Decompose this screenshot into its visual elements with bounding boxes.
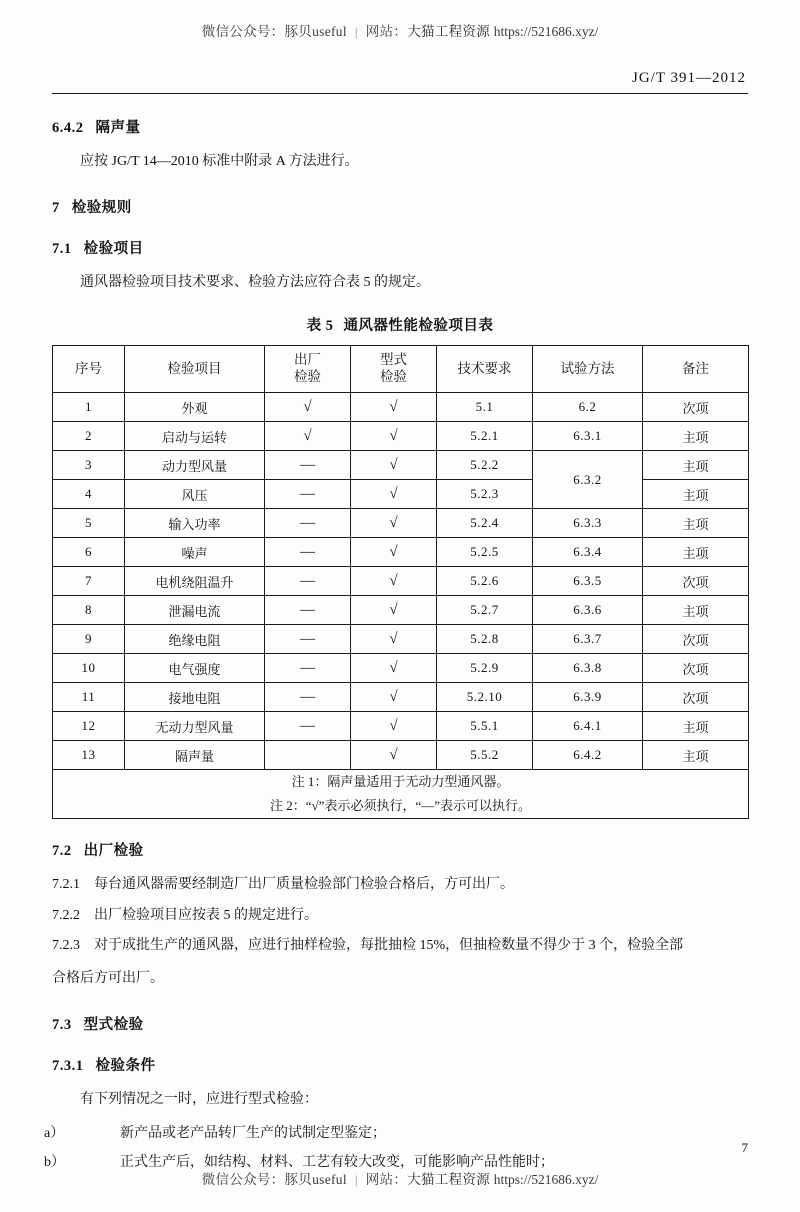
cell-requirement: 5.2.2: [437, 451, 533, 480]
watermark-separator: |: [354, 1172, 358, 1187]
cell-seq: 6: [53, 538, 125, 567]
paragraph-text: 对于成批生产的通风器，应进行抽样检验，每批抽检 15%，但抽检数量不得少于 3 个，检验全部: [94, 938, 684, 954]
cell-remark: 主项: [643, 596, 749, 625]
section-heading-6-4-2: [52, 116, 748, 137]
table-row: [53, 538, 749, 567]
cell-type: √: [351, 538, 437, 567]
cell-factory: —: [265, 567, 351, 596]
watermark-url: https://521686.xyz/: [493, 24, 599, 39]
watermark-url: https://521686.xyz/: [493, 1172, 599, 1187]
cell-remark: 次项: [643, 393, 749, 422]
cell-type: √: [351, 596, 437, 625]
section-heading-7-3-1: [52, 1054, 748, 1075]
cell-factory: √: [265, 393, 351, 422]
col-header-factory-line1: 出厂: [294, 352, 321, 368]
watermark-site-name: 大猫工程资源: [407, 1172, 491, 1187]
cell-type: √: [351, 480, 437, 509]
table-row: [53, 683, 749, 712]
cell-remark: 次项: [643, 567, 749, 596]
header-rule: [52, 93, 748, 94]
col-header-remark: 备注: [643, 346, 749, 393]
watermark-top: [0, 20, 800, 40]
paragraph-text: 每台通风器需要经制造厂出厂质量检验部门检验合格后，方可出厂。: [94, 877, 514, 893]
section-heading-7-3: [52, 1013, 748, 1034]
table-5: [52, 345, 749, 819]
cell-method: 6.3.7: [533, 625, 643, 654]
section-title: 检验规则: [71, 199, 132, 216]
cell-requirement: 5.5.2: [437, 741, 533, 770]
col-header-seq: 序号: [53, 346, 125, 393]
paragraph-number: 7.2.3: [52, 938, 80, 954]
cell-item: 泄漏电流: [125, 596, 265, 625]
section-number: 7.1: [52, 240, 72, 257]
paragraph-7-2-2: [52, 903, 748, 930]
table-row: [53, 625, 749, 654]
paragraph-7-3-1: 有下列情况之一时，应进行型式检验：: [80, 1091, 318, 1107]
cell-remark: 主项: [643, 741, 749, 770]
cell-requirement: 5.2.9: [437, 654, 533, 683]
page-content: [44, 70, 748, 1178]
col-header-method: 试验方法: [533, 346, 643, 393]
cell-requirement: 5.2.8: [437, 625, 533, 654]
paragraph-text: 出厂检验项目应按表 5 的规定进行。: [94, 907, 318, 923]
table-row: [53, 393, 749, 422]
cell-type: √: [351, 451, 437, 480]
watermark-wechat-name: 豚贝useful: [284, 1172, 347, 1187]
list-item-text: 新产品或老产品转厂生产的试制定型鉴定；: [120, 1126, 386, 1142]
watermark-site-name: 大猫工程资源: [407, 24, 491, 39]
cell-seq: 7: [53, 567, 125, 596]
cell-requirement: 5.2.3: [437, 480, 533, 509]
section-title: 型式检验: [83, 1016, 144, 1033]
section-heading-7-1: [52, 237, 748, 258]
table-body: [53, 393, 749, 819]
cell-seq: 3: [53, 451, 125, 480]
table-header: [53, 346, 749, 393]
cell-item: 接地电阻: [125, 683, 265, 712]
cell-remark: 主项: [643, 451, 749, 480]
table-row: [53, 509, 749, 538]
table-row: [53, 654, 749, 683]
watermark-wechat-name: 豚贝useful: [284, 24, 347, 39]
cell-type: √: [351, 509, 437, 538]
cell-item: 无动力型风量: [125, 712, 265, 741]
section-title: 检验项目: [83, 240, 144, 257]
watermark-wechat-label: 微信公众号：: [201, 24, 285, 39]
cell-type: √: [351, 654, 437, 683]
table-row: [53, 480, 749, 509]
paragraph-7-1: 通风器检验项目技术要求、检验方法应符合表 5 的规定。: [80, 274, 430, 290]
section-number: 7.3.1: [52, 1057, 84, 1074]
cell-requirement: 5.5.1: [437, 712, 533, 741]
cell-method: 6.3.4: [533, 538, 643, 567]
cell-method: 6.3.1: [533, 422, 643, 451]
cell-item: 电机绕阻温升: [125, 567, 265, 596]
table-row: [53, 422, 749, 451]
cell-remark: 主项: [643, 422, 749, 451]
cell-type: √: [351, 683, 437, 712]
table-caption-number: 表 5: [306, 318, 334, 335]
cell-method: 6.3.5: [533, 567, 643, 596]
table-caption: [52, 314, 748, 335]
paragraph-7-2-3: [52, 933, 748, 960]
cell-remark: 主项: [643, 538, 749, 567]
section-heading-7-2: [52, 839, 748, 860]
col-header-item: 检验项目: [125, 346, 265, 393]
cell-item: 噪声: [125, 538, 265, 567]
table-note-1: 注 1：隔声量适用于无动力型通风器。: [291, 774, 510, 790]
cell-seq: 8: [53, 596, 125, 625]
section-title: 隔声量: [95, 120, 141, 136]
cell-seq: 9: [53, 625, 125, 654]
cell-method: 6.3.2: [533, 451, 643, 509]
col-header-type: [351, 346, 437, 393]
cell-method: 6.3.8: [533, 654, 643, 683]
list-item-a: [44, 1121, 748, 1148]
list-item-label: b）: [44, 1154, 65, 1170]
cell-requirement: 5.1: [437, 393, 533, 422]
cell-seq: 13: [53, 741, 125, 770]
paragraph-number: 7.2.1: [52, 877, 80, 893]
list-item-label: a）: [44, 1126, 65, 1142]
cell-item: 风压: [125, 480, 265, 509]
cell-factory: —: [265, 480, 351, 509]
cell-remark: 主项: [643, 712, 749, 741]
section-number: 7.3: [52, 1016, 72, 1033]
table-row: [53, 712, 749, 741]
cell-factory: —: [265, 712, 351, 741]
cell-seq: 12: [53, 712, 125, 741]
col-header-factory: [265, 346, 351, 393]
table-row: [53, 451, 749, 480]
table-caption-text: 通风器性能检验项目表: [343, 318, 494, 335]
paragraph-7-2-1: [52, 872, 748, 899]
col-header-type-line2: 检验: [380, 369, 407, 385]
cell-type: √: [351, 625, 437, 654]
paragraph-6-4-2: 应按 JG/T 14—2010 标准中附录 A 方法进行。: [80, 154, 359, 169]
cell-item: 动力型风量: [125, 451, 265, 480]
cell-remark: 主项: [643, 480, 749, 509]
col-header-type-line1: 型式: [380, 352, 407, 368]
cell-requirement: 5.2.4: [437, 509, 533, 538]
cell-factory: —: [265, 451, 351, 480]
cell-seq: 1: [53, 393, 125, 422]
cell-item: 输入功率: [125, 509, 265, 538]
cell-item: 外观: [125, 393, 265, 422]
table-row: [53, 596, 749, 625]
cell-seq: 4: [53, 480, 125, 509]
section-title: 检验条件: [95, 1057, 156, 1074]
watermark-wechat-label: 微信公众号：: [201, 1172, 285, 1187]
cell-type: √: [351, 567, 437, 596]
col-header-requirement: 技术要求: [437, 346, 533, 393]
cell-remark: 次项: [643, 625, 749, 654]
cell-seq: 10: [53, 654, 125, 683]
table-note-2: 注 2：“√”表示必须执行，“—”表示可以执行。: [270, 798, 531, 814]
cell-seq: 5: [53, 509, 125, 538]
section-title: 出厂检验: [83, 843, 144, 860]
cell-seq: 11: [53, 683, 125, 712]
cell-remark: 次项: [643, 654, 749, 683]
watermark-separator: |: [354, 24, 358, 39]
cell-method: 6.3.3: [533, 509, 643, 538]
cell-type: √: [351, 422, 437, 451]
cell-factory: [265, 741, 351, 770]
cell-factory: —: [265, 683, 351, 712]
cell-seq: 2: [53, 422, 125, 451]
cell-factory: √: [265, 422, 351, 451]
cell-type: √: [351, 393, 437, 422]
cell-factory: —: [265, 509, 351, 538]
cell-method: 6.4.1: [533, 712, 643, 741]
cell-requirement: 5.2.6: [437, 567, 533, 596]
cell-item: 隔声量: [125, 741, 265, 770]
table-row: [53, 741, 749, 770]
section-number: 6.4.2: [52, 120, 84, 136]
watermark-site-label: 网站：: [365, 24, 408, 39]
watermark-site-label: 网站：: [365, 1172, 408, 1187]
table-notes: [53, 770, 749, 819]
cell-factory: —: [265, 596, 351, 625]
list-item-text: 正式生产后，如结构、材料、工艺有较大改变，可能影响产品性能时；: [120, 1154, 554, 1170]
cell-method: 6.4.2: [533, 741, 643, 770]
cell-method: 6.2: [533, 393, 643, 422]
standard-number: JG/T 391—2012: [632, 70, 746, 86]
cell-item: 绝缘电阻: [125, 625, 265, 654]
paragraph-7-2-3-cont: 合格后方可出厂。: [52, 971, 164, 987]
table-header-row: [53, 346, 749, 393]
cell-requirement: 5.2.5: [437, 538, 533, 567]
cell-item: 启动与运转: [125, 422, 265, 451]
cell-remark: 次项: [643, 683, 749, 712]
cell-factory: —: [265, 625, 351, 654]
table-notes-row: [53, 770, 749, 819]
cell-method: 6.3.6: [533, 596, 643, 625]
cell-factory: —: [265, 654, 351, 683]
section-number: 7: [52, 199, 60, 216]
section-heading-7: [52, 196, 748, 217]
paragraph-number: 7.2.2: [52, 907, 80, 923]
col-header-factory-line2: 检验: [294, 369, 321, 385]
cell-type: √: [351, 741, 437, 770]
cell-method: 6.3.9: [533, 683, 643, 712]
cell-item: 电气强度: [125, 654, 265, 683]
cell-requirement: 5.2.1: [437, 422, 533, 451]
cell-requirement: 5.2.10: [437, 683, 533, 712]
page-number: 7: [741, 1140, 748, 1155]
table-row: [53, 567, 749, 596]
cell-type: √: [351, 712, 437, 741]
cell-remark: 主项: [643, 509, 749, 538]
cell-factory: —: [265, 538, 351, 567]
cell-requirement: 5.2.7: [437, 596, 533, 625]
watermark-bottom: [0, 1168, 800, 1188]
section-number: 7.2: [52, 843, 72, 860]
